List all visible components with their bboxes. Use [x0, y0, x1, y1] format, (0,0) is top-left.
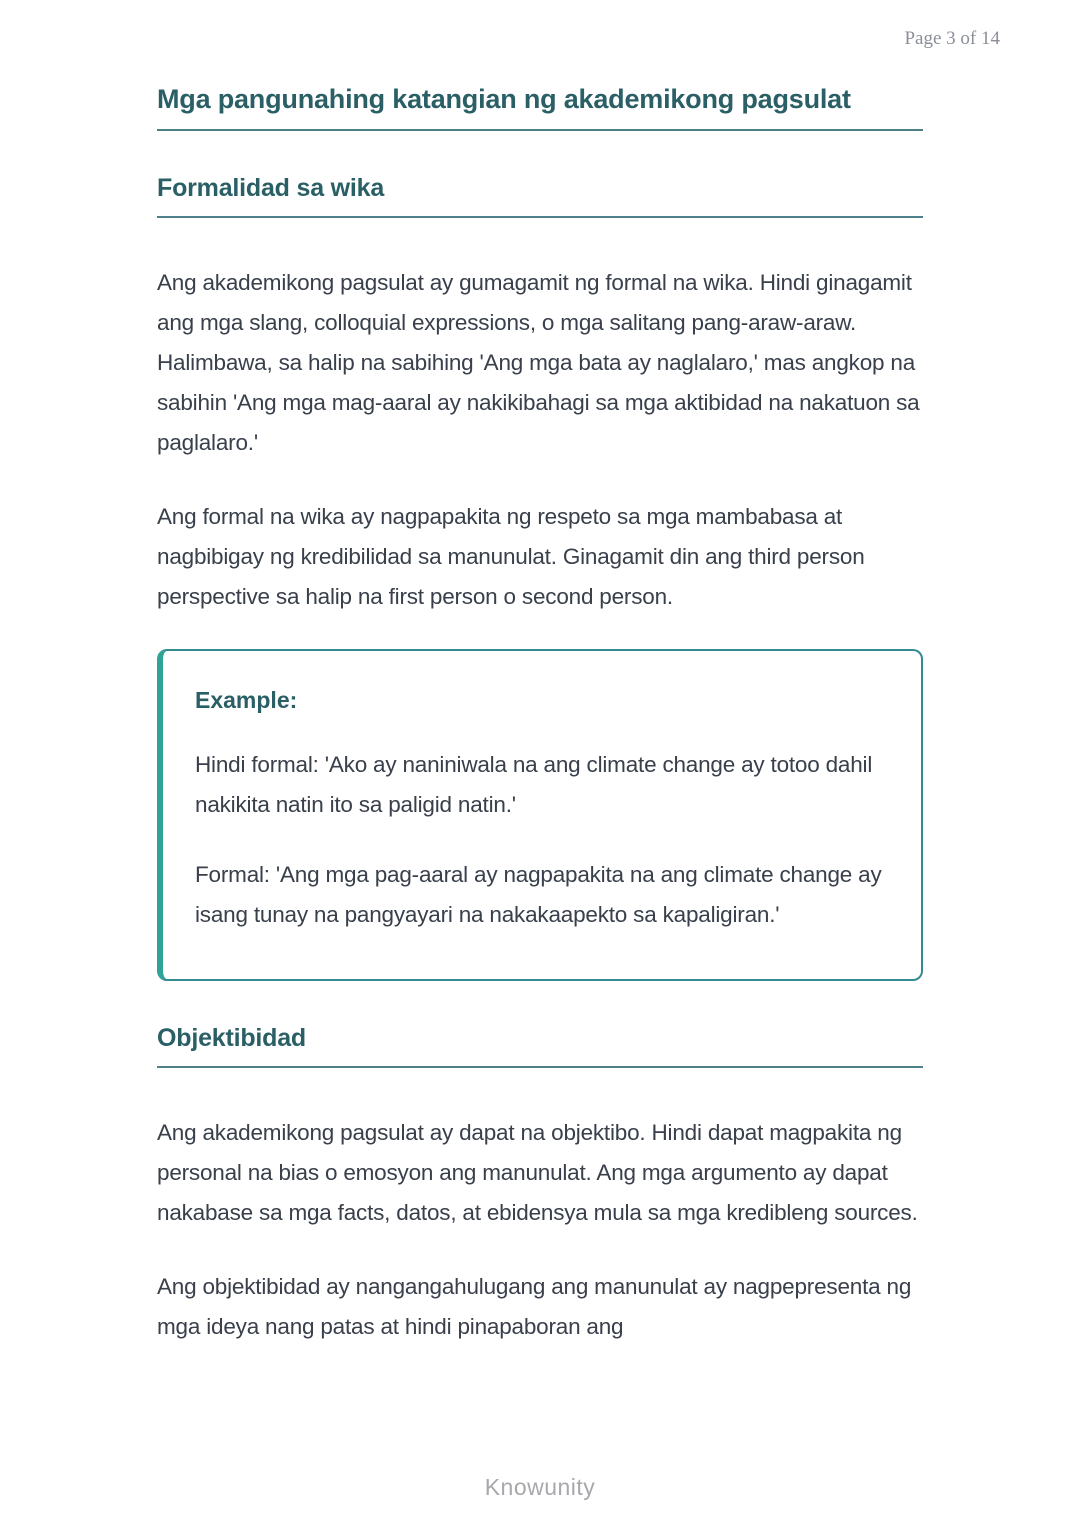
- paragraph: Ang formal na wika ay nagpapakita ng respeto sa mga mambabasa at nagbibigay ng kredibilidad sa manunulat. Ginagamit din ang third person perspective sa halip na first person o second person.: [157, 504, 865, 609]
- document-title: Mga pangunahing katangian ng akademikong pagsulat: [157, 84, 923, 131]
- example-callout-box: [157, 649, 923, 981]
- example-paragraph: Formal: 'Ang mga pag-aaral ay nagpapakita na ang climate change ay isang tunay na pangyayari na nakakaapekto sa kapaligiran.': [195, 862, 882, 927]
- page-footer: [0, 1474, 1080, 1501]
- page-number-indicator: Page 3 of 14: [904, 28, 1000, 49]
- page-header: [0, 0, 1080, 50]
- document-content: [0, 84, 1080, 1347]
- section-heading-formalidad: Formalidad sa wika: [157, 173, 923, 218]
- example-box-heading: Example:: [195, 687, 298, 713]
- paragraph: Ang objektibidad ay nangangahulugang ang manunulat ay nagpepresenta ng mga ideya nang patas at hindi pinapaboran ang: [157, 1274, 912, 1339]
- footer-brand: Knowunity: [484, 1474, 596, 1500]
- section-heading-objektibidad: Objektibidad: [157, 1023, 923, 1068]
- paragraph: Ang akademikong pagsulat ay gumagamit ng formal na wika. Hindi ginagamit ang mga slang, colloquial expressions, o mga salitang pang-araw-araw. Halimbawa, sa halip na sabihing 'Ang mga bata ay naglalaro,' mas angkop na sabihin 'Ang mga mag-aaral ay nakikibahagi sa mga aktibidad na nakatuon sa paglalaro.': [157, 270, 920, 455]
- paragraph: Ang akademikong pagsulat ay dapat na objektibo. Hindi dapat magpakita ng personal na bias o emosyon ang manunulat. Ang mga argumento ay dapat nakabase sa mga facts, datos, at ebidensya mula sa mga kredibleng sources.: [157, 1120, 918, 1225]
- example-paragraph: Hindi formal: 'Ako ay naniniwala na ang climate change ay totoo dahil nakikita natin ito sa paligid natin.': [195, 752, 873, 817]
